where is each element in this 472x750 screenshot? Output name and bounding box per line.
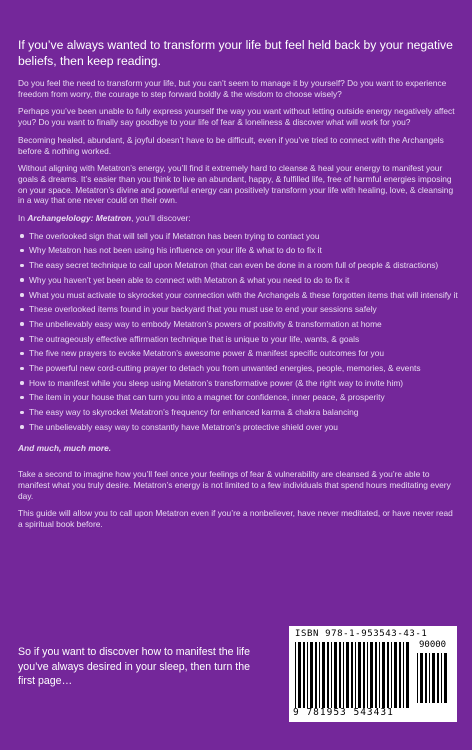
paragraph: This guide will allow you to call upon Metatron even if you’re a nonbeliever, have never meditated, or have never read a spiritual book before. — [18, 508, 453, 530]
isbn-label: ISBN 978-1-953543-43-1 — [295, 629, 428, 639]
list-item: The easy way to skyrocket Metatron’s frequency for enhanced karma & chakra balancing — [18, 407, 458, 418]
list-item: The outrageously effective affirmation technique that is unique to your life, wants, & goals — [18, 334, 458, 345]
list-item: These overlooked items found in your backyard that you must use to end your sessions safely — [18, 304, 458, 315]
list-item: Why you haven’t yet been able to connect with Metatron & what you need to do to fix it — [18, 275, 458, 286]
price-barcode-bars — [417, 653, 449, 703]
paragraph: Take a second to imagine how you’ll feel once your feelings of fear & vulnerability are cleansed & you’re able to manifest what you truly desire. Metatron’s energy is not limited to a few individuals that spend hours meditating every day. — [18, 469, 451, 501]
list-item: The unbelievably easy way to constantly have Metatron’s protective shield over you — [18, 422, 458, 433]
list-item: Why Metatron has not been using his influence on your life & what to do to fix it — [18, 245, 458, 256]
list-item: The unbelievably easy way to embody Metatron’s powers of positivity & transformation at home — [18, 319, 458, 330]
intro-prefix: In — [18, 213, 28, 224]
list-item: What you must activate to skyrocket your connection with the Archangels & these forgotten items that will intensify it — [18, 290, 458, 301]
list-item: The powerful new cord-cutting prayer to detach you from unwanted energies, people, memories, & events — [18, 363, 458, 374]
paragraph: Do you feel the need to transform your life, but you can’t seem to manage it by yourself? Do you want to experience freedom from worry, the courage to step forward boldly & the wisdom to choose wisely? — [18, 78, 447, 99]
isbn-barcode — [289, 626, 457, 722]
list-item: The overlooked sign that will tell you if Metatron has been trying to contact you — [18, 231, 458, 242]
closing-line: So if you want to discover how to manifest the life you’ve always desired in your sleep, then turn the first page… — [18, 646, 251, 688]
barcode-bars — [295, 642, 413, 708]
price-code: 90000 — [419, 640, 447, 650]
barcode-digits: 9 781953 543431 — [293, 707, 394, 718]
intro-suffix: , you’ll discover: — [131, 213, 191, 224]
much-more: And much, much more. — [18, 442, 112, 453]
list-item: The five new prayers to evoke Metatron’s awesome power & manifest specific outcomes for you — [18, 348, 458, 359]
list-item: The easy secret technique to call upon Metatron (that can even be done in a room full of people & distractions) — [18, 260, 458, 271]
paragraph: Perhaps you’ve been unable to fully express yourself the way you want without letting outside energy negatively affect you? Do you want to finally say goodbye to your life of fear & loneliness & discover what will work for you? — [18, 106, 455, 128]
discover-list — [18, 231, 458, 433]
list-intro — [18, 213, 458, 224]
paragraph: Without aligning with Metatron’s energy, you’ll find it extremely hard to cleanse & heal your energy to manifest your goals & dreams. It’s easier than you think to live an abundant, happy, & fulfilled life, free of harmful energies imposing on your space. Metatron’s divine and powerful energy can positively transform your life with healing, love, & cleansing in a way that one never could on their own. — [18, 163, 454, 206]
list-item: How to manifest while you sleep using Metatron’s transformative power (& the right way to invite him) — [18, 378, 458, 389]
body-copy — [18, 78, 458, 537]
book-title: Archangelology: Metatron — [27, 213, 132, 224]
list-item: The item in your house that can turn you into a magnet for confidence, inner peace, & prosperity — [18, 392, 458, 403]
paragraph: Becoming healed, abundant, & joyful doesn’t have to be difficult, even if you’ve tried to connect with the Archangels before & nothing worked. — [18, 134, 444, 156]
headline: If you’ve always wanted to transform your life but feel held back by your negative beliefs, then keep reading. — [18, 38, 453, 68]
